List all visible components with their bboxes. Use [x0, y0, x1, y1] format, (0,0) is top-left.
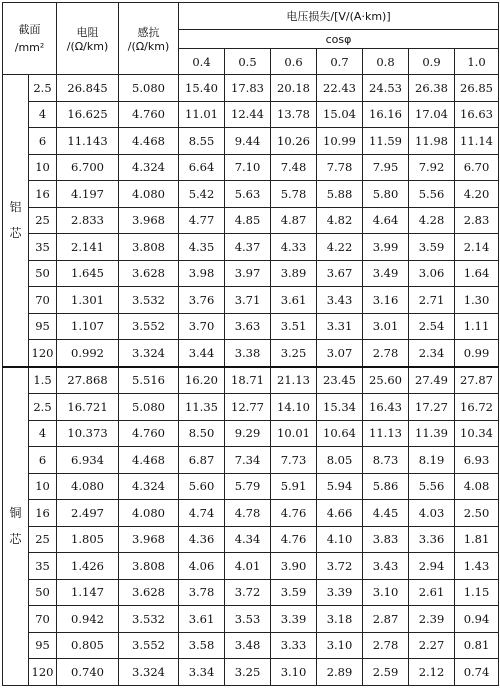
- table-row: [3, 101, 499, 128]
- table-row: [3, 447, 499, 474]
- reactance-label: 感抗: [137, 26, 160, 39]
- voltage-loss-cell: 16.72: [455, 394, 499, 421]
- voltage-loss-cell: 21.13: [271, 367, 317, 394]
- voltage-loss-cell: 11.01: [179, 101, 225, 128]
- voltage-loss-cell: 3.53: [225, 606, 271, 633]
- voltage-loss-cell: 26.38: [409, 75, 455, 102]
- resistance-cell: 11.143: [57, 128, 119, 155]
- section-cell: 70: [29, 606, 57, 633]
- table-row: [3, 553, 499, 580]
- section-cell: 95: [29, 313, 57, 340]
- resistance-cell: 1.107: [57, 313, 119, 340]
- voltage-loss-cell: 11.98: [409, 128, 455, 155]
- cos-value-header: 0.8: [363, 49, 409, 75]
- voltage-loss-cell: 2.78: [363, 340, 409, 367]
- resistance-cell: 0.992: [57, 340, 119, 367]
- voltage-loss-cell: 24.53: [363, 75, 409, 102]
- voltage-loss-cell: 3.16: [363, 287, 409, 314]
- reactance-cell: 4.080: [119, 500, 179, 527]
- voltage-loss-cell: 4.20: [455, 181, 499, 208]
- voltage-loss-cell: 6.70: [455, 154, 499, 181]
- voltage-loss-cell: 3.49: [363, 260, 409, 287]
- resistance-cell: 1.426: [57, 553, 119, 580]
- voltage-loss-cell: 3.90: [271, 553, 317, 580]
- reactance-cell: 4.324: [119, 473, 179, 500]
- voltage-loss-cell: 2.50: [455, 500, 499, 527]
- voltage-loss-cell: 3.33: [271, 632, 317, 659]
- voltage-loss-cell: 15.04: [317, 101, 363, 128]
- voltage-loss-cell: 17.83: [225, 75, 271, 102]
- resistance-cell: 6.700: [57, 154, 119, 181]
- voltage-loss-cell: 3.10: [271, 659, 317, 686]
- resistance-cell: 2.141: [57, 234, 119, 261]
- voltage-loss-cell: 2.61: [409, 579, 455, 606]
- section-cell: 25: [29, 207, 57, 234]
- table-row: [3, 526, 499, 553]
- voltage-loss-cell: 9.29: [225, 420, 271, 447]
- voltage-loss-cell: 7.73: [271, 447, 317, 474]
- voltage-loss-cell: 3.72: [225, 579, 271, 606]
- reactance-header: [119, 3, 179, 75]
- voltage-loss-cell: 5.56: [409, 181, 455, 208]
- voltage-loss-cell: 4.64: [363, 207, 409, 234]
- resistance-cell: 1.301: [57, 287, 119, 314]
- voltage-loss-cell: 4.01: [225, 553, 271, 580]
- voltage-loss-cell: 3.71: [225, 287, 271, 314]
- voltage-loss-cell: 3.43: [363, 553, 409, 580]
- voltage-loss-cell: 3.99: [363, 234, 409, 261]
- voltage-loss-cell: 3.43: [317, 287, 363, 314]
- resistance-cell: 0.942: [57, 606, 119, 633]
- resistance-cell: 0.740: [57, 659, 119, 686]
- section-cell: 16: [29, 181, 57, 208]
- voltage-loss-cell: 3.98: [179, 260, 225, 287]
- table-body: [3, 75, 499, 686]
- voltage-loss-cell: 3.67: [317, 260, 363, 287]
- voltage-loss-cell: 3.59: [271, 579, 317, 606]
- voltage-loss-cell: 5.79: [225, 473, 271, 500]
- section-cell: 50: [29, 579, 57, 606]
- reactance-cell: 3.324: [119, 659, 179, 686]
- voltage-loss-cell: 1.81: [455, 526, 499, 553]
- reactance-cell: 4.468: [119, 128, 179, 155]
- voltage-loss-cell: 3.10: [317, 632, 363, 659]
- voltage-loss-cell: 2.94: [409, 553, 455, 580]
- voltage-loss-cell: 4.22: [317, 234, 363, 261]
- resistance-cell: 1.147: [57, 579, 119, 606]
- voltage-loss-cell: 20.18: [271, 75, 317, 102]
- reactance-cell: 3.968: [119, 526, 179, 553]
- voltage-loss-cell: 6.93: [455, 447, 499, 474]
- voltage-loss-cell: 2.12: [409, 659, 455, 686]
- voltage-loss-cell: 4.87: [271, 207, 317, 234]
- voltage-loss-cell: 2.89: [317, 659, 363, 686]
- resistance-cell: 1.645: [57, 260, 119, 287]
- table-row: [3, 606, 499, 633]
- voltage-loss-cell: 17.04: [409, 101, 455, 128]
- table-row: [3, 207, 499, 234]
- voltage-loss-cell: 0.81: [455, 632, 499, 659]
- voltage-loss-cell: 5.80: [363, 181, 409, 208]
- section-cell: 25: [29, 526, 57, 553]
- voltage-loss-cell: 11.14: [455, 128, 499, 155]
- table-row: [3, 181, 499, 208]
- voltage-loss-cell: 12.77: [225, 394, 271, 421]
- voltage-loss-cell: 3.36: [409, 526, 455, 553]
- section-unit: /mm²: [14, 40, 45, 54]
- resistance-cell: 0.805: [57, 632, 119, 659]
- voltage-loss-cell: 5.78: [271, 181, 317, 208]
- resistance-cell: 10.373: [57, 420, 119, 447]
- resistance-cell: 6.934: [57, 447, 119, 474]
- voltage-loss-cell: 3.58: [179, 632, 225, 659]
- voltage-loss-cell: 11.59: [363, 128, 409, 155]
- section-cell: 120: [29, 659, 57, 686]
- voltage-loss-cell: 10.26: [271, 128, 317, 155]
- resistance-label: 电阻: [76, 26, 99, 39]
- voltage-loss-cell: 3.25: [271, 340, 317, 367]
- reactance-cell: 5.080: [119, 75, 179, 102]
- voltage-loss-cell: 8.05: [317, 447, 363, 474]
- voltage-loss-cell: 3.83: [363, 526, 409, 553]
- core-material-label: [3, 367, 29, 686]
- voltage-loss-cell: 5.86: [363, 473, 409, 500]
- voltage-loss-cell: 4.08: [455, 473, 499, 500]
- voltage-loss-cell: 5.88: [317, 181, 363, 208]
- section-cell: 4: [29, 101, 57, 128]
- voltage-loss-cell: 2.54: [409, 313, 455, 340]
- reactance-cell: 3.552: [119, 632, 179, 659]
- table-row: [3, 367, 499, 394]
- voltage-loss-cell: 16.16: [363, 101, 409, 128]
- voltage-loss-cell: 18.71: [225, 367, 271, 394]
- table-row: [3, 632, 499, 659]
- voltage-loss-cell: 3.61: [179, 606, 225, 633]
- voltage-loss-cell: 2.87: [363, 606, 409, 633]
- reactance-cell: 3.628: [119, 260, 179, 287]
- voltage-loss-cell: 1.11: [455, 313, 499, 340]
- section-cell: 35: [29, 234, 57, 261]
- voltage-loss-cell: 3.72: [317, 553, 363, 580]
- voltage-loss-cell: 4.85: [225, 207, 271, 234]
- core-material-char: 芯: [9, 226, 22, 241]
- table-row: [3, 473, 499, 500]
- voltage-loss-cell: 11.39: [409, 420, 455, 447]
- voltage-loss-cell: 3.61: [271, 287, 317, 314]
- voltage-loss-cell: 11.13: [363, 420, 409, 447]
- voltage-loss-cell: 3.78: [179, 579, 225, 606]
- voltage-loss-cell: 10.01: [271, 420, 317, 447]
- voltage-loss-cell: 26.85: [455, 75, 499, 102]
- voltage-loss-cell: 4.28: [409, 207, 455, 234]
- voltage-loss-cell: 3.59: [409, 234, 455, 261]
- voltage-loss-cell: 3.70: [179, 313, 225, 340]
- cos-value-header: 0.9: [409, 49, 455, 75]
- voltage-loss-cell: 4.33: [271, 234, 317, 261]
- table-row: [3, 659, 499, 686]
- voltage-loss-cell: 4.35: [179, 234, 225, 261]
- table-row: [3, 420, 499, 447]
- table-row: [3, 234, 499, 261]
- resistance-unit: /(Ω/km): [66, 40, 109, 53]
- voltage-loss-cell: 4.76: [271, 526, 317, 553]
- voltage-loss-cell: 8.55: [179, 128, 225, 155]
- section-cell: 120: [29, 340, 57, 367]
- cos-phi-header: cosφ: [179, 30, 499, 49]
- voltage-loss-cell: 1.15: [455, 579, 499, 606]
- voltage-loss-cell: 3.10: [363, 579, 409, 606]
- section-cell: 6: [29, 447, 57, 474]
- voltage-loss-cell: 3.39: [271, 606, 317, 633]
- reactance-cell: 3.808: [119, 553, 179, 580]
- section-cell: 70: [29, 287, 57, 314]
- voltage-loss-cell: 4.37: [225, 234, 271, 261]
- table-row: [3, 260, 499, 287]
- voltage-loss-cell: 10.99: [317, 128, 363, 155]
- voltage-loss-cell: 5.60: [179, 473, 225, 500]
- voltage-loss-cell: 4.10: [317, 526, 363, 553]
- voltage-loss-cell: 2.27: [409, 632, 455, 659]
- voltage-loss-cell: 1.43: [455, 553, 499, 580]
- resistance-header: [57, 3, 119, 75]
- core-material-char: 铝: [9, 200, 22, 215]
- voltage-loss-cell: 3.76: [179, 287, 225, 314]
- voltage-loss-cell: 6.87: [179, 447, 225, 474]
- voltage-loss-cell: 12.44: [225, 101, 271, 128]
- section-cell: 50: [29, 260, 57, 287]
- reactance-cell: 3.628: [119, 579, 179, 606]
- voltage-loss-cell: 1.30: [455, 287, 499, 314]
- voltage-loss-cell: 0.94: [455, 606, 499, 633]
- voltage-loss-cell: 11.35: [179, 394, 225, 421]
- voltage-loss-cell: 15.40: [179, 75, 225, 102]
- reactance-cell: 3.324: [119, 340, 179, 367]
- voltage-loss-cell: 4.77: [179, 207, 225, 234]
- voltage-loss-cell: 4.06: [179, 553, 225, 580]
- voltage-loss-cell: 7.10: [225, 154, 271, 181]
- voltage-loss-cell: 3.18: [317, 606, 363, 633]
- voltage-loss-cell: 4.34: [225, 526, 271, 553]
- voltage-loss-cell: 3.38: [225, 340, 271, 367]
- voltage-loss-cell: 3.89: [271, 260, 317, 287]
- cos-value-header: 1.0: [455, 49, 499, 75]
- voltage-loss-cell: 16.20: [179, 367, 225, 394]
- voltage-loss-cell: 5.94: [317, 473, 363, 500]
- section-label: 截面: [18, 22, 41, 36]
- reactance-cell: 3.532: [119, 606, 179, 633]
- reactance-cell: 4.760: [119, 420, 179, 447]
- voltage-loss-cell: 2.34: [409, 340, 455, 367]
- voltage-loss-cell: 27.87: [455, 367, 499, 394]
- cos-value-header: 0.4: [179, 49, 225, 75]
- voltage-loss-cell: 7.48: [271, 154, 317, 181]
- section-cell: 1.5: [29, 367, 57, 394]
- table-row: [3, 287, 499, 314]
- table-row: [3, 394, 499, 421]
- reactance-cell: 3.968: [119, 207, 179, 234]
- voltage-loss-cell: 5.91: [271, 473, 317, 500]
- voltage-loss-cell: 0.74: [455, 659, 499, 686]
- cos-value-header: 0.7: [317, 49, 363, 75]
- reactance-cell: 3.808: [119, 234, 179, 261]
- voltage-loss-cell: 3.31: [317, 313, 363, 340]
- section-cell: 6: [29, 128, 57, 155]
- voltage-loss-cell: 9.44: [225, 128, 271, 155]
- voltage-loss-cell: 22.43: [317, 75, 363, 102]
- section-header: [3, 3, 57, 75]
- voltage-loss-cell: 2.59: [363, 659, 409, 686]
- resistance-cell: 1.805: [57, 526, 119, 553]
- resistance-cell: 27.868: [57, 367, 119, 394]
- reactance-unit: /(Ω/km): [127, 40, 170, 53]
- voltage-loss-cell: 4.36: [179, 526, 225, 553]
- resistance-cell: 26.845: [57, 75, 119, 102]
- cable-voltage-loss-table: [2, 2, 499, 686]
- voltage-loss-cell: 3.97: [225, 260, 271, 287]
- voltage-loss-cell: 25.60: [363, 367, 409, 394]
- section-cell: 95: [29, 632, 57, 659]
- reactance-cell: 4.324: [119, 154, 179, 181]
- voltage-loss-cell: 4.82: [317, 207, 363, 234]
- section-cell: 4: [29, 420, 57, 447]
- reactance-cell: 5.516: [119, 367, 179, 394]
- voltage-loss-cell: 16.63: [455, 101, 499, 128]
- voltage-loss-cell: 0.99: [455, 340, 499, 367]
- core-material-label: [3, 75, 29, 367]
- resistance-cell: 4.080: [57, 473, 119, 500]
- resistance-cell: 2.833: [57, 207, 119, 234]
- voltage-loss-cell: 7.95: [363, 154, 409, 181]
- voltage-loss-header: 电压损失/[V/(A·km)]: [179, 3, 499, 30]
- voltage-loss-cell: 17.27: [409, 394, 455, 421]
- section-cell: 35: [29, 553, 57, 580]
- voltage-loss-cell: 3.39: [317, 579, 363, 606]
- cos-value-header: 0.5: [225, 49, 271, 75]
- table-row: [3, 340, 499, 367]
- voltage-loss-cell: 5.56: [409, 473, 455, 500]
- voltage-loss-cell: 7.92: [409, 154, 455, 181]
- voltage-loss-cell: 3.01: [363, 313, 409, 340]
- voltage-loss-cell: 7.78: [317, 154, 363, 181]
- voltage-loss-cell: 13.78: [271, 101, 317, 128]
- voltage-loss-cell: 2.78: [363, 632, 409, 659]
- resistance-cell: 2.497: [57, 500, 119, 527]
- core-material-char: 铜: [9, 506, 22, 520]
- section-cell: 2.5: [29, 75, 57, 102]
- voltage-loss-cell: 4.45: [363, 500, 409, 527]
- voltage-loss-cell: 27.49: [409, 367, 455, 394]
- voltage-loss-cell: 3.51: [271, 313, 317, 340]
- reactance-cell: 5.080: [119, 394, 179, 421]
- voltage-loss-cell: 14.10: [271, 394, 317, 421]
- voltage-loss-cell: 15.34: [317, 394, 363, 421]
- voltage-loss-cell: 3.25: [225, 659, 271, 686]
- reactance-cell: 4.468: [119, 447, 179, 474]
- voltage-loss-cell: 8.50: [179, 420, 225, 447]
- voltage-loss-cell: 3.07: [317, 340, 363, 367]
- table-row: [3, 75, 499, 102]
- voltage-loss-cell: 3.06: [409, 260, 455, 287]
- voltage-loss-cell: 1.64: [455, 260, 499, 287]
- table-row: [3, 579, 499, 606]
- voltage-loss-cell: 4.74: [179, 500, 225, 527]
- table-row: [3, 154, 499, 181]
- voltage-loss-cell: 2.39: [409, 606, 455, 633]
- voltage-loss-cell: 4.66: [317, 500, 363, 527]
- table-row: [3, 128, 499, 155]
- voltage-loss-cell: 2.71: [409, 287, 455, 314]
- voltage-loss-cell: 8.73: [363, 447, 409, 474]
- voltage-loss-cell: 3.48: [225, 632, 271, 659]
- reactance-cell: 4.080: [119, 181, 179, 208]
- voltage-loss-cell: 4.76: [271, 500, 317, 527]
- voltage-loss-cell: 4.78: [225, 500, 271, 527]
- voltage-loss-cell: 3.63: [225, 313, 271, 340]
- voltage-loss-cell: 23.45: [317, 367, 363, 394]
- reactance-cell: 4.760: [119, 101, 179, 128]
- section-cell: 10: [29, 154, 57, 181]
- cos-value-header: 0.6: [271, 49, 317, 75]
- voltage-loss-cell: 3.34: [179, 659, 225, 686]
- core-material-char: 芯: [9, 532, 22, 546]
- voltage-loss-cell: 6.64: [179, 154, 225, 181]
- table-row: [3, 313, 499, 340]
- reactance-cell: 3.552: [119, 313, 179, 340]
- voltage-loss-cell: 5.63: [225, 181, 271, 208]
- voltage-loss-cell: 8.19: [409, 447, 455, 474]
- voltage-loss-cell: 16.43: [363, 394, 409, 421]
- table-row: [3, 500, 499, 527]
- voltage-loss-cell: 10.34: [455, 420, 499, 447]
- table-header: [3, 3, 499, 75]
- resistance-cell: 4.197: [57, 181, 119, 208]
- section-cell: 2.5: [29, 394, 57, 421]
- section-cell: 10: [29, 473, 57, 500]
- voltage-loss-cell: 5.42: [179, 181, 225, 208]
- reactance-cell: 3.532: [119, 287, 179, 314]
- voltage-loss-cell: 4.03: [409, 500, 455, 527]
- voltage-loss-cell: 10.64: [317, 420, 363, 447]
- resistance-cell: 16.625: [57, 101, 119, 128]
- voltage-loss-cell: 7.34: [225, 447, 271, 474]
- voltage-loss-cell: 2.83: [455, 207, 499, 234]
- voltage-loss-cell: 3.44: [179, 340, 225, 367]
- resistance-cell: 16.721: [57, 394, 119, 421]
- section-cell: 16: [29, 500, 57, 527]
- voltage-loss-cell: 2.14: [455, 234, 499, 261]
